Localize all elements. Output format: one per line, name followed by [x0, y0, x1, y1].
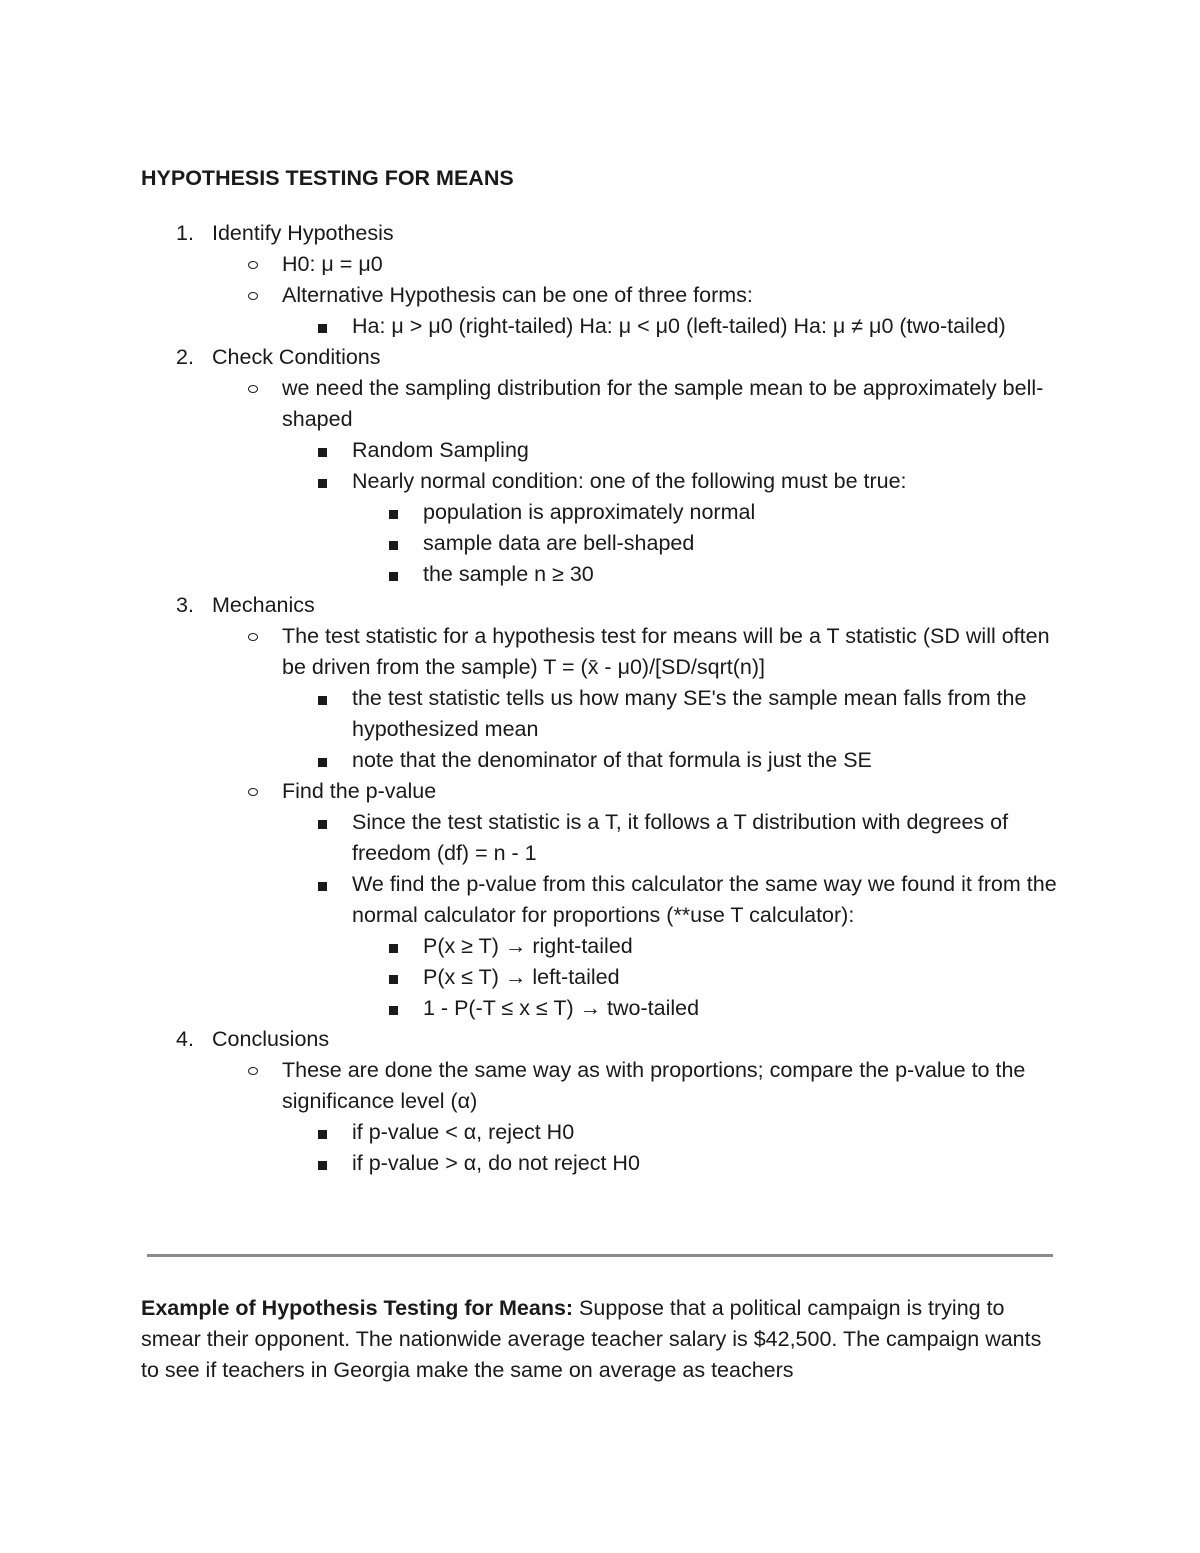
- list-number: 4.: [176, 1027, 194, 1051]
- square-bullet-icon: [318, 758, 327, 767]
- section-heading-text: Conclusions: [212, 1027, 330, 1051]
- list-item-text: if p-value < α, reject H0: [352, 1120, 575, 1144]
- list-item: [0, 807, 1062, 869]
- list-item: [0, 1148, 1062, 1179]
- list-item-text: P(x ≥ T) → right-tailed: [423, 934, 633, 958]
- list-item: [0, 931, 1063, 962]
- hollow-bullet-icon: [248, 1067, 258, 1075]
- list-item-text: Ha: μ > μ0 (right-tailed) Ha: μ < μ0 (left-tailed) Ha: μ ≠ μ0 (two-tailed): [352, 314, 1006, 338]
- list-item-text: P(x ≤ T) → left-tailed: [423, 965, 620, 989]
- section-heading-text: Mechanics: [212, 593, 315, 617]
- list-item-text: Random Sampling: [352, 438, 529, 462]
- list-item: [0, 559, 1063, 590]
- list-item: [0, 528, 1063, 559]
- list-number: 1.: [176, 221, 194, 245]
- list-item: [0, 497, 1063, 528]
- square-bullet-icon: [389, 510, 398, 519]
- section-heading: [0, 342, 1052, 373]
- example-text: Suppose that a political campaign is trying to smear their opponent. The nationwide average teacher salary is $42,500. The campaign wants to see if teachers in Georgia make the same on average as teachers: [141, 1296, 1042, 1382]
- square-bullet-icon: [389, 1006, 398, 1015]
- list-item-text: We find the p-value from this calculator the same way we found it from the normal calculator for proportions (**use T calculator):: [352, 872, 1057, 927]
- list-item-text: 1 - P(-T ≤ x ≤ T) → two-tailed: [423, 996, 700, 1020]
- square-bullet-icon: [318, 882, 327, 891]
- section-heading: [0, 218, 1052, 249]
- section-heading: [0, 590, 1052, 621]
- list-item-text: sample data are bell-shaped: [423, 531, 695, 555]
- list-item-text: Find the p-value: [282, 779, 437, 803]
- horizontal-divider: [147, 1254, 1053, 1257]
- list-item: [0, 280, 1062, 311]
- square-bullet-icon: [389, 572, 398, 581]
- hollow-bullet-icon: [248, 292, 258, 300]
- square-bullet-icon: [318, 1130, 327, 1139]
- hollow-bullet-icon: [248, 788, 258, 796]
- hollow-bullet-icon: [248, 261, 258, 269]
- square-bullet-icon: [318, 1161, 327, 1170]
- example-paragraph: [141, 1293, 1061, 1386]
- section-heading-text: Check Conditions: [212, 345, 381, 369]
- square-bullet-icon: [389, 541, 398, 550]
- list-number: 2.: [176, 345, 194, 369]
- list-item-text: if p-value > α, do not reject H0: [352, 1151, 640, 1175]
- list-item-text: Since the test statistic is a T, it follows a T distribution with degrees of freedom (df) = n - 1: [352, 810, 1009, 865]
- list-item-text: These are done the same way as with proportions; compare the p-value to the significance level (α): [282, 1058, 1026, 1113]
- list-item: [0, 776, 1062, 807]
- list-item-text: the sample n ≥ 30: [423, 562, 594, 586]
- hollow-bullet-icon: [248, 633, 258, 641]
- document-title: HYPOTHESIS TESTING FOR MEANS: [141, 166, 514, 190]
- list-item: [0, 373, 1062, 435]
- example-label: Example of Hypothesis Testing for Means:: [141, 1296, 574, 1320]
- section-heading-text: Identify Hypothesis: [212, 221, 394, 245]
- square-bullet-icon: [389, 944, 398, 953]
- outline-list: [0, 218, 1200, 1179]
- list-item-text: we need the sampling distribution for the sample mean to be approximately bell-shaped: [282, 376, 1044, 431]
- list-item: [0, 993, 1063, 1024]
- list-item: [0, 249, 1062, 280]
- list-item: [0, 869, 1062, 931]
- square-bullet-icon: [318, 324, 327, 333]
- section-heading: [0, 1024, 1052, 1055]
- list-item: [0, 683, 1062, 745]
- list-item-text: The test statistic for a hypothesis test for means will be a T statistic (SD will often be driven from the sample) T = (x̄ - μ0)/[SD/sqrt(n)]: [282, 624, 1050, 679]
- list-item-text: H0: μ = μ0: [282, 252, 383, 276]
- hollow-bullet-icon: [248, 385, 258, 393]
- list-item-text: note that the denominator of that formula is just the SE: [352, 748, 872, 772]
- list-item-text: the test statistic tells us how many SE's the sample mean falls from the hypothesized mean: [352, 686, 1027, 741]
- list-item-text: Alternative Hypothesis can be one of three forms:: [282, 283, 753, 307]
- list-item: [0, 466, 1062, 497]
- list-item: [0, 621, 1062, 683]
- list-number: 3.: [176, 593, 194, 617]
- square-bullet-icon: [389, 975, 398, 984]
- list-item: [0, 962, 1063, 993]
- square-bullet-icon: [318, 448, 327, 457]
- square-bullet-icon: [318, 820, 327, 829]
- list-item: [0, 745, 1062, 776]
- square-bullet-icon: [318, 696, 327, 705]
- list-item-text: population is approximately normal: [423, 500, 756, 524]
- list-item-text: Nearly normal condition: one of the following must be true:: [352, 469, 907, 493]
- list-item: [0, 1055, 1062, 1117]
- square-bullet-icon: [318, 479, 327, 488]
- list-item: [0, 435, 1062, 466]
- list-item: [0, 311, 1062, 342]
- list-item: [0, 1117, 1062, 1148]
